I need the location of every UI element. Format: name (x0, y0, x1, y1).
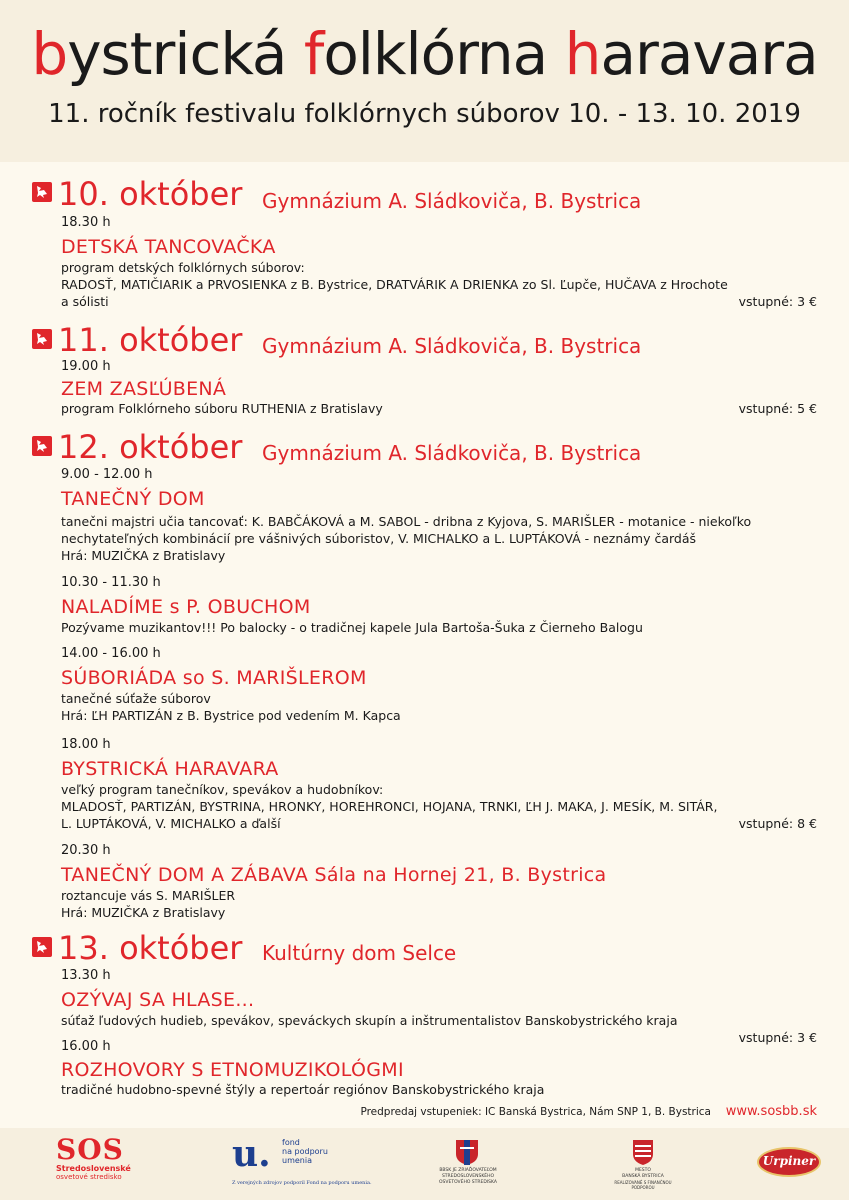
event-line: Pozývame muzikantov!!! Po balocky - o tradičnej kapele Jula Bartoša-Šuka z Čierneho Balogu (61, 620, 643, 635)
event-line: L. LUPTÁKOVÁ, V. MICHALKO a ďalší (61, 816, 281, 831)
event-price: vstupné: 5 € (738, 401, 817, 416)
event-line: program Folklórneho súboru RUTHENIA z Bratislavy (61, 401, 383, 416)
mesto-logo (608, 1138, 678, 1192)
event-title: SÚBORIÁDA so S. MARIŠLEROM (61, 667, 367, 689)
fond-caption: Z verejných zdrojov podporil Fond na podporu umenia. (232, 1180, 372, 1186)
event-title: TANEČNÝ DOM A ZÁBAVA Sála na Hornej 21, B. Bystrica (61, 864, 607, 886)
day-date: 13. október (58, 929, 243, 967)
event-title: DETSKÁ TANCOVAČKA (61, 236, 276, 258)
bbsk-line2: STREDOSLOVENSKÉHO (441, 1174, 495, 1179)
event-time: 13.30 h (61, 968, 111, 983)
event-time: 20.30 h (61, 843, 111, 858)
event-line: veľký program tanečníkov, spevákov a hudobníkov: (61, 782, 384, 797)
sos-mark: SOS (56, 1133, 124, 1166)
fond-logo (232, 1133, 392, 1191)
day-venue: Gymnázium A. Sládkoviča, B. Bystrica (262, 441, 642, 465)
event-line: MLADOSŤ, PARTIZÁN, BYSTRINA, HRONKY, HOREHRONCI, HOJANA, TRNKI, ĽH J. MAKA, J. MESÍK, M. SITÁR, (61, 799, 718, 814)
fond-line1: fond (282, 1138, 300, 1147)
event-title: OZÝVAJ SA HLASE... (61, 989, 255, 1011)
event-line: program detských folklórnych súborov: (61, 260, 305, 275)
event-title: NALADÍME s P. OBUCHOM (61, 596, 311, 618)
urpiner-logo (757, 1143, 821, 1183)
event-line: Hrá: ĽH PARTIZÁN z B. Bystrice pod vedením M. Kapca (61, 708, 401, 723)
bbsk-line1: BBSK JE ZRIAĎOVATEĽOM (439, 1168, 497, 1173)
event-line: tanečni majstri učia tancovať: K. BABČÁKOVÁ a M. SABOL - dribna z Kyjova, S. MARIŠLER - motanice - niekoľko (61, 514, 752, 529)
fond-line2: na podporu (282, 1147, 328, 1156)
bbsk-line3: OSVETOVÉHO STREDISKA (439, 1180, 497, 1185)
event-title: TANEČNÝ DOM (61, 488, 205, 510)
event-price: vstupné: 3 € (738, 294, 817, 309)
day-badge-icon (32, 182, 52, 202)
event-time: 18.00 h (61, 737, 111, 752)
event-line: roztancuje vás S. MARIŠLER (61, 888, 236, 903)
day-badge-icon (32, 329, 52, 349)
festival-title: bystrická folklórna haravara (31, 20, 818, 88)
event-line: Hrá: MUZIČKA z Bratislavy (61, 905, 226, 920)
fond-mark: u. (232, 1133, 271, 1175)
mesto-line1: MESTO (635, 1168, 651, 1173)
event-line: tradičné hudobno-spevné štýly a repertoár regiónov Banskobystrického kraja (61, 1082, 545, 1097)
event-line: RADOSŤ, MATIČIARIK a PRVOSIENKA z B. Bystrice, DRATVÁRIK A DRIENKA zo Sl. Ľupče, HUČAVA z Hrochote (61, 277, 728, 292)
event-line: a sólisti (61, 294, 109, 309)
mesto-crest-icon (631, 1138, 655, 1166)
day-date: 11. október (58, 321, 243, 359)
event-price: vstupné: 8 € (738, 816, 817, 831)
event-title: BYSTRICKÁ HARAVARA (61, 758, 279, 780)
day-badge-icon (32, 436, 52, 456)
mesto-line4: PODPOROU (631, 1185, 655, 1190)
presale-info: Predpredaj vstupeniek: IC Banská Bystrica, Nám SNP 1, B. Bystrica (360, 1106, 711, 1118)
day-date: 10. október (58, 175, 243, 213)
day-date: 12. október (58, 428, 243, 466)
event-line: nechytateľných kombinácií pre vášnivých súboristov, V. MICHALKO a L. LUPTÁKOVÁ - neznámy čardáš (61, 531, 697, 546)
event-title: ZEM ZASĽÚBENÁ (61, 378, 227, 400)
mesto-line2: BANSKÁ BYSTRICA (622, 1174, 664, 1179)
urpiner-text: Urpiner (762, 1154, 816, 1168)
event-line: súťaž ľudových hudieb, spevákov, speváckych skupín a inštrumentalistov Banskobystrického kraja (61, 1013, 678, 1028)
sos-line1: Stredoslovenské (56, 1164, 131, 1173)
event-time: 18.30 h (61, 215, 111, 230)
mesto-line3: REALIZOVANÉ S FINANČNOU (614, 1180, 672, 1185)
website-link[interactable]: www.sosbb.sk (725, 1104, 817, 1119)
sos-line2: osvetové stredisko (56, 1173, 122, 1181)
event-time: 9.00 - 12.00 h (61, 467, 153, 482)
festival-subtitle: 11. ročník festivalu folklórnych súborov 10. - 13. 10. 2019 (48, 99, 801, 129)
event-price: vstupné: 3 € (738, 1030, 817, 1045)
event-time: 19.00 h (61, 359, 111, 374)
event-line: tanečné súťaže súborov (61, 691, 211, 706)
event-line: Hrá: MUZIČKA z Bratislavy (61, 548, 226, 563)
bbsk-crest-icon (454, 1138, 480, 1166)
event-time: 14.00 - 16.00 h (61, 646, 161, 661)
day-venue: Kultúrny dom Selce (262, 941, 457, 965)
fond-line3: umenia (282, 1156, 312, 1165)
event-title: ROZHOVORY S ETNOMUZIKOLÓGMI (61, 1059, 404, 1081)
bbsk-logo (428, 1138, 508, 1190)
day-venue: Gymnázium A. Sládkoviča, B. Bystrica (262, 334, 642, 358)
event-time: 16.00 h (61, 1039, 111, 1054)
event-time: 10.30 - 11.30 h (61, 575, 161, 590)
day-venue: Gymnázium A. Sládkoviča, B. Bystrica (262, 189, 642, 213)
sos-logo (56, 1133, 131, 1186)
day-badge-icon (32, 937, 52, 957)
